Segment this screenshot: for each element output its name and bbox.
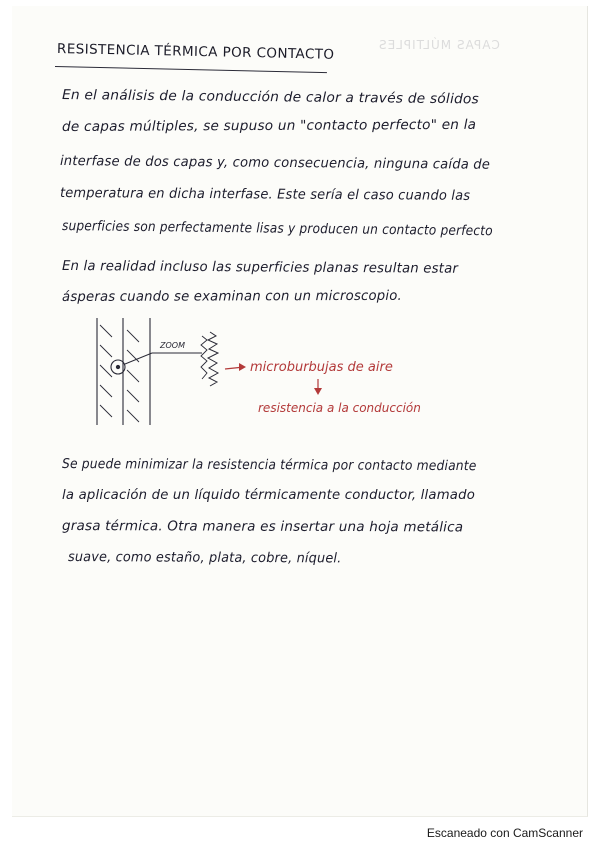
paragraph-1-line-3: interfase de dos capas y, como consecuencia, ninguna caída de <box>59 153 491 173</box>
zoom-label: ZOOM <box>160 341 185 350</box>
arrow-head <box>239 363 246 371</box>
paragraph-1-line-5: superficies son perfectamente lisas y producen un contacto perfecto <box>61 218 493 240</box>
rough-surface-profile-2 <box>201 336 207 379</box>
paragraph-1-line-2: de capas múltiples, se supuso un "contacto perfecto" en la <box>61 116 477 135</box>
paragraph-3-line-3: grasa térmica. Otra manera es insertar una hoja metálica <box>61 518 464 536</box>
paragraph-1-line-4: temperatura en dicha interfase. Este sería el caso cuando las <box>59 185 471 204</box>
page-title: RESISTENCIA TÉRMICA POR CONTACTO <box>56 41 335 63</box>
paragraph-3-line-1: Se puede minimizar la resistencia térmica por contacto mediante <box>61 456 477 475</box>
down-arrow-head <box>314 388 322 395</box>
zoom-leader-line <box>125 353 202 364</box>
paragraph-1-line-1: En el análisis de la conducción de calor a través de sólidos <box>61 87 480 108</box>
resistance-label: resistencia a la conducción <box>258 401 421 415</box>
bleed-through-text: CAPAS MÚLTIPLES <box>378 38 500 52</box>
microbubbles-label: microburbujas de aire <box>250 360 393 375</box>
paragraph-2-line-2: ásperas cuando se examinan con un microscopio. <box>61 287 402 305</box>
scanner-watermark: Escaneado con CamScanner <box>426 826 583 840</box>
paragraph-2-line-1: En la realidad incluso las superficies planas resultan estar <box>61 258 459 277</box>
paragraph-3-line-4: suave, como estaño, plata, cobre, níquel. <box>67 549 342 567</box>
rough-surface-profile <box>208 332 218 386</box>
paragraph-3-line-2: la aplicación de un líquido térmicamente conductor, llamado <box>62 487 475 503</box>
